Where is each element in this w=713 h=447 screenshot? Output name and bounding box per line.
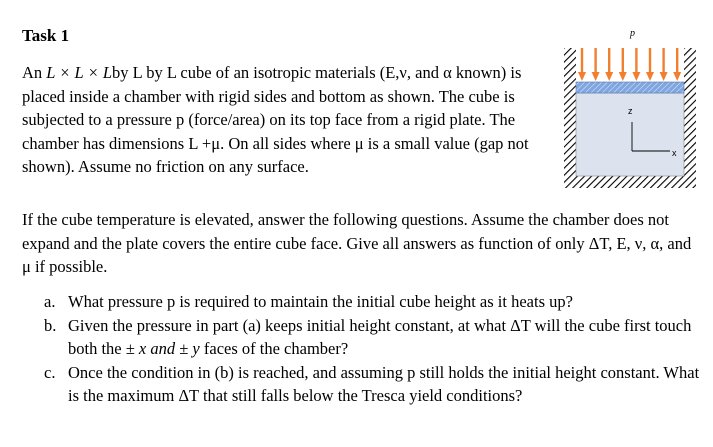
left-wall (564, 48, 576, 188)
x-label: x (672, 148, 677, 158)
right-wall (684, 48, 696, 188)
question-intro: If the cube temperature is elevated, answer the following questions. Assume the chamber does not expand and the plate covers the entire cube face. Give all answers as function of only ΔT, E, ν, α, and μ if possible. (22, 210, 692, 276)
pressure-arrow-head (605, 72, 613, 81)
question-b-post: faces of the chamber? (199, 339, 349, 358)
statement-pre: An (22, 63, 47, 82)
bottom-wall (564, 176, 696, 188)
question-a (44, 290, 704, 314)
load-label: p (630, 28, 635, 39)
question-text (68, 314, 704, 361)
question-text: What pressure p is required to maintain the initial cube height as it heats up? (68, 292, 573, 311)
statement-post: by L by L cube of an isotropic materials (E,ν, and α known) is placed inside a chamber with rigid sides and bottom as shown. The cube is subjected to a pressure p (force/area) on its top face from a rigid plate. The chamber has dimensions L +μ. On all sides where μ is a small value (gap not shown). Assume no friction on any surface. (22, 63, 529, 176)
pressure-arrow-head (619, 72, 627, 81)
pressure-arrows (578, 48, 681, 81)
question-label: b. (44, 315, 57, 335)
rigid-plate (576, 82, 684, 93)
cube-dimension-math: L × L × L (46, 63, 112, 82)
pressure-arrow-head (646, 72, 654, 81)
question-label: a. (44, 292, 56, 311)
pressure-arrow-head (592, 72, 600, 81)
chamber-diagram (558, 18, 703, 196)
question-b (44, 314, 704, 361)
question-text: Once the condition in (b) is reached, and assuming p still holds the initial height constant. What is the maximum ΔT that still falls below the Tresca yield conditions? (68, 362, 700, 405)
question-b-pre: Given the pressure in part (a) keeps initial height constant, at what ΔT will the cube first touch both the (68, 315, 692, 358)
pressure-arrow-head (632, 72, 640, 81)
question-c (44, 361, 704, 408)
pressure-arrow-head (660, 72, 668, 81)
question-b-math: ± x and ± y (125, 339, 200, 358)
question-list (44, 290, 704, 408)
chamber-figure (558, 18, 703, 196)
task-title: Task 1 (22, 26, 70, 45)
pressure-arrow-head (578, 72, 586, 81)
z-label: z (628, 106, 633, 116)
pressure-arrow-head (673, 72, 681, 81)
question-label: c. (44, 362, 56, 382)
problem-statement (22, 61, 552, 179)
